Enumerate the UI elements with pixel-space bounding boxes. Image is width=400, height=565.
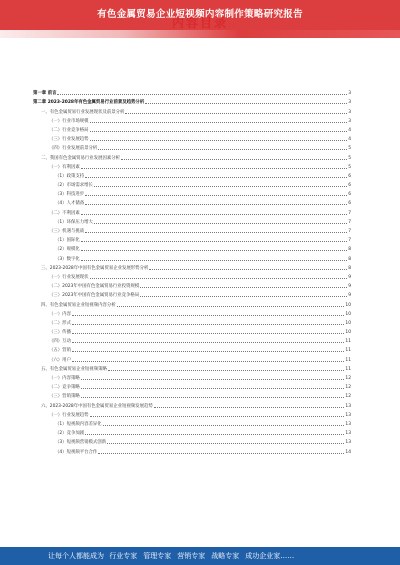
toc-entry-page: 10 — [345, 330, 351, 336]
toc-entry-label: 六、2023-2028年中国有色金属贸易企业短视频发展趋势 — [41, 403, 153, 409]
toc-entry[interactable] — [33, 390, 351, 399]
toc-entry-page: 5 — [348, 155, 351, 161]
toc-entry-label: （4）人才储备 — [55, 201, 85, 207]
footer-slogan — [48, 547, 297, 565]
toc-entry-label: 四、有色金属贸易企业短视频内容分析 — [41, 302, 116, 308]
toc-entry-label: （三）行业发展趋势 — [49, 137, 89, 143]
toc-entry[interactable] — [33, 234, 351, 243]
toc-leader-dots — [90, 140, 348, 141]
toc-leader-dots — [81, 241, 347, 242]
toc-entry[interactable] — [33, 115, 351, 124]
toc-entry-page: 6 — [348, 192, 351, 198]
toc-entry[interactable] — [33, 445, 351, 454]
toc-leader-dots — [72, 315, 344, 316]
toc-entry-page: 14 — [345, 449, 351, 455]
footer-banner — [0, 547, 400, 565]
toc-entry-page: 11 — [345, 348, 351, 354]
toc-entry-label: （一）内容 — [49, 311, 71, 317]
toc-entry-label: （一）行业发展趋势 — [49, 412, 89, 418]
toc-entry-page: 10 — [345, 320, 351, 326]
toc-leader-dots — [117, 306, 345, 307]
toc-leader-dots — [72, 351, 344, 352]
toc-entry-label: （2）竞争加剧 — [55, 431, 85, 437]
toc-entry[interactable] — [33, 151, 351, 160]
toc-entry-label: 三、2023-2028年中国有色金属贸易企业发展形势分析 — [41, 265, 149, 271]
footer-role: 行业专家 — [109, 552, 138, 560]
toc-entry-page: 7 — [348, 210, 351, 216]
toc-leader-dots — [85, 204, 347, 205]
toc-leader-dots — [149, 269, 347, 270]
toc-entry-label: （六）用户 — [49, 357, 71, 363]
toc-entry[interactable] — [33, 363, 351, 372]
toc-entry-label: 五、有色金属贸易企业短视频策略 — [41, 366, 107, 372]
toc-entry[interactable] — [33, 124, 351, 133]
toc-leader-dots — [85, 434, 344, 435]
toc-leader-dots — [81, 260, 347, 261]
toc-entry[interactable] — [33, 225, 351, 234]
toc-entry-page: 13 — [345, 412, 351, 418]
toc-entry-page: 5 — [348, 146, 351, 152]
toc-entry-page: 6 — [348, 173, 351, 179]
toc-entry[interactable] — [33, 344, 351, 353]
toc-entry-page: 13 — [345, 403, 351, 409]
toc-leader-dots — [154, 407, 345, 408]
toc-entry-label: （五）营销 — [49, 348, 71, 354]
footer-role: 成功企业家…… — [245, 552, 295, 560]
toc-entry-label: （三）2023年中国有色金属贸易行业竞争格局 — [49, 293, 140, 299]
toc-entry-label: 二、我国有色金属贸易行业发展因素分析 — [41, 155, 121, 161]
toc-entry-page: 12 — [345, 394, 351, 400]
toc-leader-dots — [145, 103, 347, 104]
toc-entry-page: 11 — [345, 366, 351, 372]
toc-entry-page: 13 — [345, 440, 351, 446]
toc-leader-dots — [94, 186, 347, 187]
toc-leader-dots — [72, 324, 344, 325]
toc-leader-dots — [103, 425, 345, 426]
toc-leader-dots — [72, 361, 344, 362]
toc-entry-label: （1）环保压力增大 — [55, 219, 93, 225]
report-title: 有色金属贸易企业短视频内容制作策略研究报告 — [97, 9, 303, 20]
toc-entry-page: 9 — [348, 284, 351, 290]
toc-entry-page: 10 — [345, 302, 351, 308]
toc-entry[interactable] — [33, 206, 351, 215]
toc-entry[interactable] — [33, 252, 351, 261]
toc-entry[interactable] — [33, 280, 351, 289]
toc-entry-page: 5 — [348, 164, 351, 170]
toc-entry-label: （4）短视频平台合作 — [55, 449, 98, 455]
toc-leader-dots — [98, 149, 347, 150]
toc-leader-dots — [140, 296, 347, 297]
toc-entry[interactable] — [33, 170, 351, 179]
toc-leader-dots — [72, 342, 344, 343]
toc-leader-dots — [81, 168, 347, 169]
toc-entry-label: （一）内容策略 — [49, 376, 80, 381]
footer-role: 管理专家 — [143, 552, 172, 560]
toc-entry[interactable] — [33, 289, 351, 298]
toc-entry-label: （二）行业竞争格局 — [49, 127, 89, 133]
toc-entry-label: （3）科技进步 — [55, 192, 85, 198]
toc-entry-label: 一、有色金属贸易行业发展现状及前景分析 — [41, 109, 125, 115]
toc-entry[interactable] — [33, 308, 351, 317]
toc-entry[interactable] — [33, 216, 351, 225]
toc-entry[interactable] — [33, 179, 351, 188]
toc-entry[interactable] — [33, 96, 351, 105]
toc-entry[interactable] — [33, 298, 351, 307]
toc-leader-dots — [121, 159, 347, 160]
toc-leader-dots — [57, 94, 347, 95]
toc-leader-dots — [140, 287, 347, 288]
toc-entry-label: （二）不利因素 — [49, 210, 80, 216]
toc-entry[interactable] — [33, 427, 351, 436]
toc-leader-dots — [90, 131, 348, 132]
toc-leader-dots — [81, 388, 345, 389]
toc-entry-label: （二）形式 — [49, 320, 71, 326]
toc-entry-label: 第二章 2023-2028年有色金属贸易行业前景及趋势分析 — [33, 100, 145, 106]
toc-entry[interactable] — [33, 409, 351, 418]
toc-entry-label: （1）政策支持 — [55, 173, 85, 179]
toc-entry-page: 4 — [348, 137, 351, 143]
toc-entry-page: 8 — [348, 256, 351, 262]
toc-leader-dots — [90, 416, 345, 417]
toc-entry-page: 6 — [348, 183, 351, 189]
toc-entry-page: 6 — [348, 201, 351, 207]
toc-entry-page: 12 — [345, 376, 351, 381]
toc-leader-dots — [81, 379, 345, 380]
toc-entry-page: 3 — [348, 109, 351, 115]
toc-entry[interactable] — [33, 243, 351, 252]
toc-entry-label: （四）行业发展前景分析 — [49, 146, 98, 152]
toc-entry-page: 10 — [345, 311, 351, 317]
toc-leader-dots — [107, 443, 344, 444]
toc-entry[interactable] — [33, 161, 351, 170]
toc-entry[interactable] — [33, 105, 351, 114]
toc-entry-page: 8 — [348, 265, 351, 271]
toc-entry-label: （三）营销策略 — [49, 394, 80, 400]
toc-entry-label: （四）互动 — [49, 339, 71, 345]
toc-entry-label: （2）市场需求增长 — [55, 183, 93, 189]
toc-entry-label: （1）短视频内容差异化 — [55, 421, 102, 427]
toc-entry[interactable] — [33, 418, 351, 427]
toc-entry[interactable] — [33, 133, 351, 142]
footer-role: 战略专家 — [211, 552, 240, 560]
toc-entry-label: （2）规模化 — [55, 247, 80, 253]
toc-entry-page: 13 — [345, 431, 351, 437]
toc-entry[interactable] — [33, 353, 351, 362]
toc-entry-page: 7 — [348, 229, 351, 234]
toc-leader-dots — [85, 177, 347, 178]
toc-leader-dots — [81, 250, 347, 251]
footer-lead: 让每个人都能成为 — [48, 552, 104, 560]
toc-leader-dots — [94, 223, 347, 224]
toc-entry-page: 4 — [348, 127, 351, 133]
toc-leader-dots — [72, 333, 344, 334]
header-decor-stripe — [0, 30, 400, 38]
toc-leader-dots — [81, 214, 347, 215]
footer-role: 营销专家 — [177, 552, 206, 560]
toc-entry-page: 13 — [345, 421, 351, 427]
toc-entry[interactable] — [33, 335, 351, 344]
toc-leader-dots — [81, 397, 345, 398]
toc-entry[interactable] — [33, 317, 351, 326]
toc-entry-label: （3）短视频营销模式创新 — [55, 440, 107, 446]
toc-entry-page: 7 — [348, 238, 351, 244]
toc-leader-dots — [90, 278, 348, 279]
toc-entry[interactable] — [33, 197, 351, 206]
toc-leader-dots — [98, 453, 344, 454]
toc-entry[interactable] — [33, 326, 351, 335]
toc-entry-label: （3）数字化 — [55, 256, 80, 262]
toc-entry[interactable] — [33, 262, 351, 271]
toc-entry[interactable] — [33, 372, 351, 381]
toc-entry-page: 12 — [345, 385, 351, 391]
toc-entry-label: （三）传播 — [49, 330, 71, 336]
toc-entry-label: （二）竞争策略 — [49, 385, 80, 391]
toc-entry[interactable] — [33, 87, 351, 96]
toc-leader-dots — [108, 370, 345, 371]
toc-entry-label: （1）国际化 — [55, 238, 80, 244]
toc-entry-page: 7 — [348, 219, 351, 225]
toc-entry-page: 3 — [348, 118, 351, 124]
toc-leader-dots — [85, 232, 347, 233]
table-of-contents — [33, 87, 351, 455]
toc-entry-page: 3 — [348, 91, 351, 97]
toc-entry-label: （三）机遇与挑战 — [49, 229, 85, 234]
toc-entry-page: 3 — [348, 100, 351, 106]
toc-entry[interactable] — [33, 271, 351, 280]
toc-entry[interactable] — [33, 381, 351, 390]
toc-entry[interactable] — [33, 142, 351, 151]
toc-entry-page: 11 — [345, 357, 351, 363]
toc-entry-page: 9 — [348, 274, 351, 280]
toc-entry-label: 第一章 前言 — [33, 91, 57, 97]
toc-leader-dots — [125, 113, 347, 114]
toc-leader-dots — [85, 195, 347, 196]
toc-entry-label: （一）行业市场规模 — [49, 118, 89, 124]
toc-entry-label: （一）有利因素 — [49, 164, 80, 170]
toc-entry-label: （一）行业发展现状 — [49, 274, 89, 280]
toc-entry-label: （二）2023年中国有色金属贸易行业投资规模 — [49, 284, 140, 290]
toc-entry[interactable] — [33, 399, 351, 408]
toc-entry[interactable] — [33, 188, 351, 197]
toc-title: 内容目录 — [171, 16, 228, 30]
toc-leader-dots — [90, 122, 348, 123]
toc-entry[interactable] — [33, 436, 351, 445]
toc-entry-page: 8 — [348, 247, 351, 253]
toc-entry-page: 11 — [345, 339, 351, 345]
toc-entry-page: 9 — [348, 293, 351, 299]
